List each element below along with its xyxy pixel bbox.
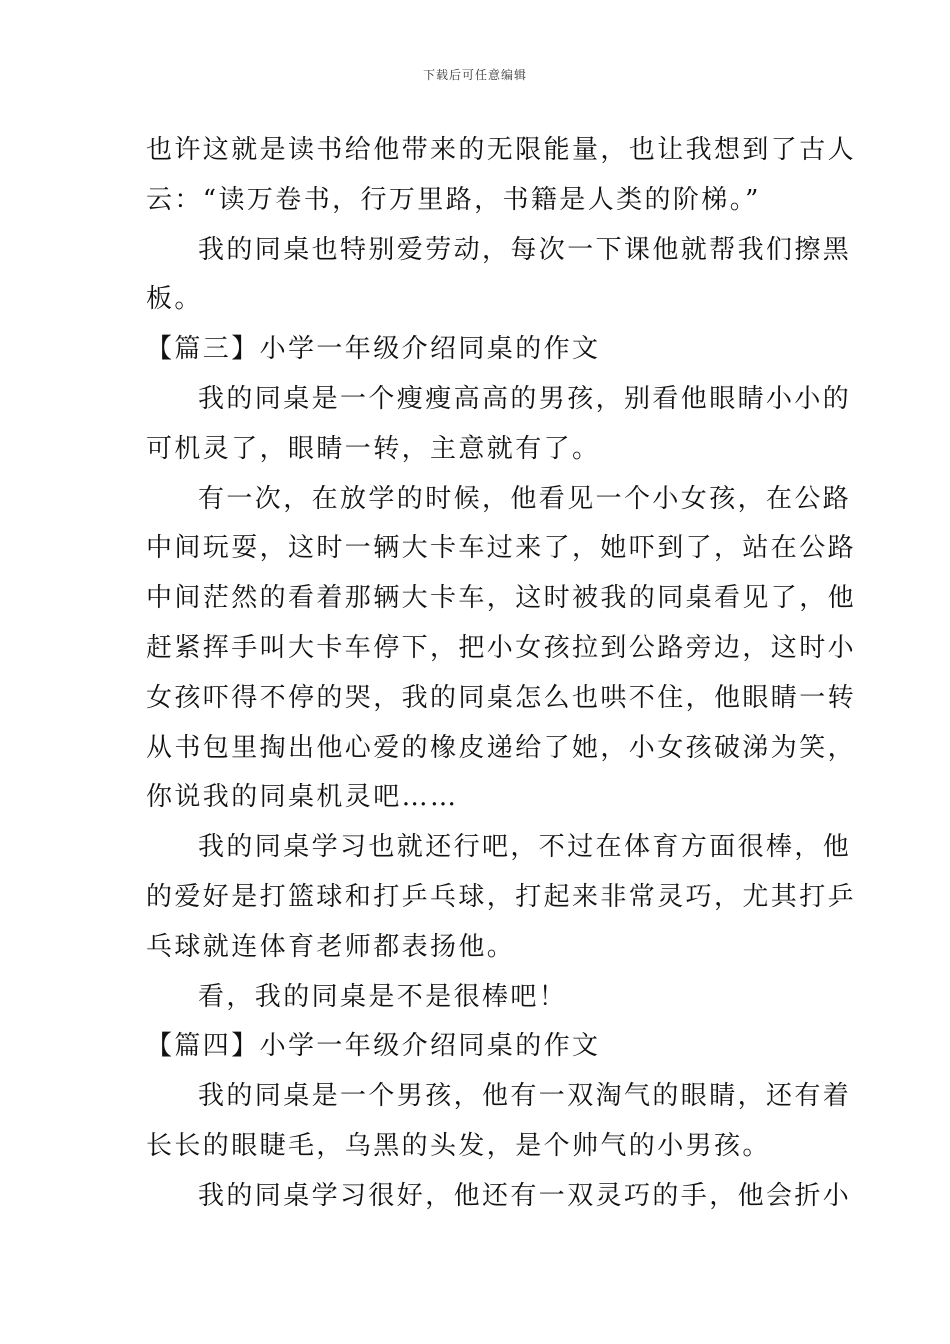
- text-line: 女孩吓得不停的哭，我的同桌怎么也哄不住，他眼睛一转: [146, 682, 857, 713]
- text-line: 看，我的同桌是不是很棒吧！: [198, 981, 568, 1012]
- text-line: 我的同桌是一个男孩，他有一双淘气的眼睛，还有着: [198, 1081, 852, 1112]
- text-line: 赶紧挥手叫大卡车停下，把小女孩拉到公路旁边，这时小: [146, 632, 857, 663]
- text-line: 云：“读万卷书，行万里路，书籍是人类的阶梯。”: [146, 184, 761, 215]
- text-line: 中间玩耍，这时一辆大卡车过来了，她吓到了，站在公路: [146, 533, 857, 564]
- text-line: 你说我的同桌机灵吧……: [146, 782, 459, 813]
- text-line: 我的同桌学习很好，他还有一双灵巧的手，他会折小: [198, 1180, 852, 1211]
- text-line: 板。: [146, 284, 203, 315]
- text-line: 乓球就连体育老师都表扬他。: [146, 931, 516, 962]
- text-line: 我的同桌学习也就还行吧，不过在体育方面很棒，他: [198, 832, 852, 863]
- text-line: 长长的眼睫毛，乌黑的头发，是个帅气的小男孩。: [146, 1130, 771, 1161]
- text-line: 我的同桌也特别爱劳动，每次一下课他就帮我们擦黑: [198, 234, 852, 265]
- section-heading: 【篇三】小学一年级介绍同桌的作文: [146, 334, 601, 365]
- text-line: 我的同桌是一个瘦瘦高高的男孩，别看他眼睛小小的: [198, 383, 852, 414]
- text-line: 也许这就是读书给他带来的无限能量，也让我想到了古人: [146, 135, 857, 165]
- text-line: 可机灵了，眼睛一转，主意就有了。: [146, 433, 601, 464]
- page-header: 下载后可任意编辑: [422, 68, 527, 82]
- text-line: 有一次，在放学的时候，他看见一个小女孩，在公路: [198, 483, 852, 514]
- text-line: 中间茫然的看着那辆大卡车，这时被我的同桌看见了，他: [146, 583, 857, 614]
- document-body: [146, 126, 857, 1222]
- text-line: 从书包里掏出他心爱的橡皮递给了她，小女孩破涕为笑，: [146, 732, 857, 763]
- text-line: 的爱好是打篮球和打乒乓球，打起来非常灵巧，尤其打乒: [146, 881, 857, 912]
- section-heading: 【篇四】小学一年级介绍同桌的作文: [146, 1031, 601, 1062]
